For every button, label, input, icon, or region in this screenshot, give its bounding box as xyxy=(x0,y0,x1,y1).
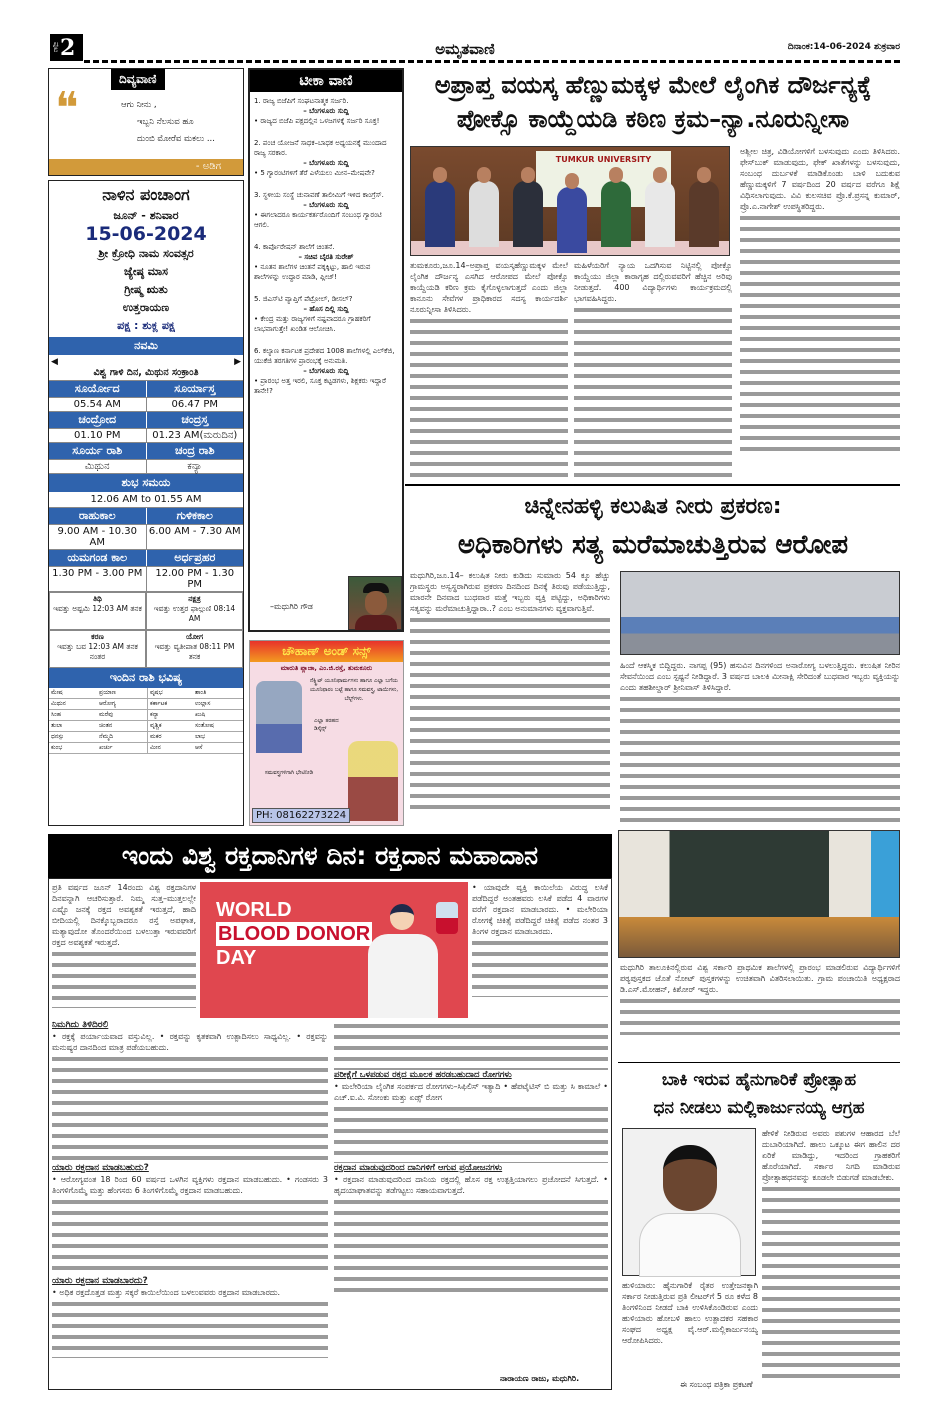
story1-headline: ಅಪ್ರಾಪ್ತ ವಯಸ್ಕ ಹೆಣ್ಣುಮಕ್ಕಳ ಮೇಲೆ ಲೈಂಗಿಕ ದೌರ್ಜನ್ಯಕ್ಕೆ ಪೋಕ್ಸೊ ಕಾಯ್ದೆಯಡಿ ಕಠಿಣ ಕ್ರಮ–ನ್ಯಾ.ನೂರುನ್ನೀಸಾ xyxy=(434,71,872,133)
panchanga-value-row xyxy=(49,525,243,550)
mallikarjunaiah-photo xyxy=(622,1128,756,1276)
rashi-row xyxy=(49,699,243,710)
story3-col1: ನಿಮಗಿದು ತಿಳಿದಿರಲಿ • ರಕ್ತಕ್ಕೆ ಪರ್ಯಾಯವಾದ ವಸ್ತುವಿಲ್ಲ. • ರಕ್ತವನ್ನು ಕೃತಕವಾಗಿ ಉತ್ಪಾದಿಸಲು ಸಾಧ್ಯವಿಲ್ಲ. • ರಕ್ತವನ್ನು ಮನುಷ್ಯರ ದಾನದಿಂದ ಮಾತ್ರ ಪಡೆಯಬಹುದು. ಯಾರು ರಕ್ತದಾನ ಮಾಡಬಹುದು? • ಆರೋಗ್ಯವಂತ 18 ರಿಂದ 60 ವರ್ಷದ ಒಳಗಿನ ವ್ಯಕ್ತಿಗಳು ರಕ್ತದಾನ ಮಾಡಬಹುದು. • ಗಂಡಸರು 3 ತಿಂಗಳಿಗೊಮ್ಮೆ ಮತ್ತು ಹೆಂಗಸರು 6 ತಿಂಗಳಿಗೊಮ್ಮೆ ರಕ್ತದಾನ ಮಾಡಬಹುದು. ಯಾರು ರಕ್ತದಾನ ಮಾಡಬಾರದು? • ಅಧಿಕ ರಕ್ತದೊತ್ತಡ ಮತ್ತು ಸಕ್ಕರೆ ಕಾಯಿಲೆಯಿಂದ ಬಳಲುವವರು ರಕ್ತದಾನ ಮಾಡಬಾರದು. xyxy=(52,1020,328,1386)
ad-shop-name: ಚೌಹಾಣ್ ಅಂಡ್ ಸನ್ಸ್ xyxy=(250,641,403,662)
panchanga-cell xyxy=(49,592,146,630)
panchanga-label: ಚಂದ್ರ ರಾಶಿ xyxy=(146,443,244,459)
panchanga-value-row xyxy=(49,460,243,474)
rashi-title: ಇಂದಿನ ರಾಶಿ ಭವಿಷ್ಯ xyxy=(49,668,243,688)
kids-image xyxy=(348,741,398,821)
blood-donor-graphic: WORLD BLOOD DONOR DAY xyxy=(200,882,468,1018)
panchanga-label: ಸೂರ್ಯೋದ xyxy=(74,382,120,395)
ad-address: ಮಾರುತಿ ಪ್ಲಾಜಾ, ಎಂ.ಜಿ.ರಸ್ತೆ, ತುಮಕೂರು xyxy=(280,664,373,672)
panchanga-cell xyxy=(146,592,243,630)
ayana: ಉತ್ತರಾಯಣ xyxy=(122,301,170,314)
rashi-cell: ಮಕರ xyxy=(147,732,195,742)
tika-item xyxy=(254,242,398,282)
panchanga-value-row xyxy=(49,429,243,443)
rashi-cell: ಕುಂಭ xyxy=(51,744,63,751)
rashi-row xyxy=(49,710,243,721)
prev-day-icon[interactable]: ◀ xyxy=(51,357,58,367)
panchanga-date: 15-06-2024 xyxy=(85,223,207,245)
uniform-ad[interactable] xyxy=(249,640,404,826)
tika-item xyxy=(254,294,398,334)
person-head xyxy=(521,167,535,183)
panchanga-label: ಸೂರ್ಯ ರಾಶಿ xyxy=(72,444,123,457)
date-line: ದಿನಾಂಕ:14-06-2024 ಶುಕ್ರವಾರ xyxy=(787,42,900,52)
cell-title: ಕರಣ xyxy=(91,632,104,641)
hospital-ward-photo xyxy=(620,571,900,655)
person-figure xyxy=(513,181,543,247)
masthead: ಅಮೃತವಾಣಿ xyxy=(435,40,495,58)
rashi-row xyxy=(49,688,243,699)
person-figure xyxy=(601,181,631,247)
story5-caption: ಹುಳಿಯಾರು: ಹೈನುಗಾರಿಕೆ ರೈತರ ಉತ್ತೇಜನಕ್ಕಾಗಿ ಸರ್ಕಾರ ನೀಡುತ್ತಿರುವ ಪ್ರತಿ ಲೀಟರ್‌ಗೆ 5 ರೂ ಕಳೆದ 8 ತಿಂಗಳಿನಿಂದ ನೀಡದೆ ಬಾಕಿ ಉಳಿಸಿಕೊಂಡಿರುವ ಎಂದು ಹುಳಿಯಾರು ಹೋಬಳಿ ಹಾಲು ಉತ್ಪಾದಕರ ಸಹಕಾರ ಸಂಘದ ಅಧ್ಯಕ್ಷ ವೈ.ಆರ್.ಮಲ್ಲಿಕಾರ್ಜುನಯ್ಯ ಆರೋಪಿಸಿದರು. xyxy=(622,1281,758,1345)
masa: ಜ್ಯೇಷ್ಠ ಮಾಸ xyxy=(123,265,168,278)
panchanga-header-row xyxy=(49,508,243,525)
story1-body: ಮಹಿಳೆಯರಿಗೆ ನ್ಯಾಯ ಒದಗಿಸುವ ನಿಟ್ಟಿನಲ್ಲಿ ಪೋಕ್ಸೊ ಕಾಯ್ದೆಯು ಜಿಲ್ಲಾ ಕಾರಾಗೃಹ ದಲ್ಲಿರುವವರಿಗೆ ಹೆಚ್ಚಿನ ಅರಿವು ನೀಡುತ್ತದೆ. 400 ವಿದ್ಯಾರ್ಥಿಗಳು ಕಾರ್ಯಕ್ರಮದಲ್ಲಿ ಭಾಗವಹಿಸಿದ್ದರು. xyxy=(574,260,732,478)
divyavani-title: ದಿವ್ಯವಾಣಿ xyxy=(111,69,165,90)
person-figure xyxy=(557,187,587,253)
person-head xyxy=(565,173,579,189)
tika-item xyxy=(254,96,398,126)
story3-col2: • ಯಾವುದೇ ವ್ಯಕ್ತಿ ಕಾಯಿಲೆಯ ವಿರುದ್ಧ ಲಸಿಕೆ ಪಡೆದಿದ್ದರೆ ಅಂತಹವರು ಲಸಿಕೆ ಪಡೆದ 4 ವಾರಗಳ ವರೆಗೆ ರಕ್ತದಾನ ಮಾಡಬಾರದು. • ಮಲೇರಿಯಾ ರೋಗಕ್ಕೆ ಚಿಕಿತ್ಸೆ ಪಡೆದಿದ್ದರೆ ಚಿಕಿತ್ಸೆ ಪಡೆದ ನಂತರ 3 ತಿಂಗಳ ರಕ್ತದಾನ ಮಾಡಬಾರದು. xyxy=(472,882,608,1014)
rashi-cell: ಶಾಂತಿ xyxy=(195,689,207,696)
panchanga-box xyxy=(48,180,244,826)
person-head xyxy=(477,167,491,183)
shubha-time: 12.06 AM to 01.55 AM xyxy=(49,492,243,508)
next-day-icon[interactable]: ▶ xyxy=(234,357,241,367)
story1-body: ಅಶ್ಲೀಲ ಚಿತ್ರ, ವಿಡಿಯೋಗಳಿಗೆ ಬಳಸುವುದು ಎಂದು ತಿಳಿಸಿದರು. ಫೇಸ್‌ಬುಕ್ ಮಾಡುವುದು, ಫೇಕ್ ಖಾತೆಗಳನ್ನು ಬಳಸುವುದು, ಸಂಬಂಧ ದುರ್ಬಳಕೆ ಮಾಡಿಕೊಂಡು ಬಾಳಿ ಬದುಕುವ ಹೆಣ್ಣುಮಕ್ಕಳಿಗೆ 7 ವರ್ಷದಿಂದ 20 ವರ್ಷದ ವರೆಗೂ ಶಿಕ್ಷೆ ವಿಧಿಸಲಾಗುವುದು. ವಿವಿ ಕುಲಸಚಿವ ಪ್ರೊ.ಕೆ.ಪ್ರಸನ್ನ ಕುಮಾರ್, ಪ್ರೊ.ಎ.ನಾಗೇಶ್ ಉಪಸ್ಥಿತರಿದ್ದರು. xyxy=(740,146,900,478)
panchanga-label: ಸೂರ್ಯಾಸ್ತ xyxy=(146,381,244,397)
ritu: ಗ್ರೀಷ್ಮ ಋತು xyxy=(124,283,168,296)
panchanga-value: 05.54 AM xyxy=(73,399,121,410)
cell-detail: ಇವತ್ತು ವ್ಯತೀಪಾತ 08:11 PM ತನಕ xyxy=(154,642,235,661)
tika-headline: 6. ಕಲ್ಯಾಣ ಕರ್ನಾಟಕ ಪ್ರದೇಶದ 1008 ಶಾಲೆಗಳಲ್ಲಿ ಎಲ್‌ಕೆಜಿ, ಯುಕೆಜಿ ತರಗತಿಗಳ ಪ್ರಾರಂಭಕ್ಕೆ ಅನುಮತಿ. xyxy=(254,347,395,365)
blood-bag-icon xyxy=(436,902,458,934)
story2-headline: ಚಿನ್ನೇನಹಳ್ಳಿ ಕಲುಷಿತ ನೀರು ಪ್ರಕರಣ: ಅಧಿಕಾರಿಗಳು ಸತ್ಯ ಮರೆಮಾಚುತ್ತಿರುವ ಆರೋಪ xyxy=(457,494,849,560)
rashi-cell: ಮೀನ xyxy=(147,743,195,753)
tika-author: –ಮಧುಗಿರಿ ಗೌಡ xyxy=(270,602,313,611)
kids-image xyxy=(256,681,302,753)
tika-item xyxy=(254,346,398,396)
panchanga-value: ಮಿಥುನ xyxy=(84,461,110,472)
rashi-cell: ಉಲ್ಲಾಸ xyxy=(195,700,211,707)
person-head xyxy=(433,167,447,183)
story1-body: ತುಮಕೂರು,ಜೂ.14–ಅಪ್ರಾಪ್ತ ವಯಸ್ಕಹೆಣ್ಣುಮಕ್ಕಳ ಮೇಲೆ ಲೈಂಗಿಕ ದೌರ್ಜನ್ಯ ಎಸಗಿದ ಆರೋಪದ ಮೇಲೆ ಪೋಕ್ಸೊ ಕಾಯ್ದೆಯಡಿ ಕಠಿಣ ಕ್ರಮ ಕೈಗೊಳ್ಳಲಾಗುತ್ತದೆ ಎಂದು ಜಿಲ್ಲಾ ಕಾನೂನು ಸೇವೆಗಳ ಪ್ರಾಧಿಕಾರದ ಸದಸ್ಯ ಕಾರ್ಯದರ್ಶಿ ನೂರುನ್ನೀಸಾ ತಿಳಿಸಿದರು. xyxy=(410,260,568,478)
panchanga-value: 1.30 PM - 3.00 PM xyxy=(52,568,143,579)
rashi-row xyxy=(49,721,243,732)
tika-item xyxy=(254,138,398,178)
rashi-cell: ಆಸೆ xyxy=(195,744,203,751)
panchanga-header-row xyxy=(49,381,243,398)
ad-text: ನೆಕ್ಸ್ಟ್ರಿಟ್ ಯೂನಿಫಾರ್ಮಗಳು ಹಾಗೂ ಎಲ್ಲಾ ಬಗೆಯ ಯೂನಿಫಾರಂ ಬಟ್ಟೆ ಹಾಗೂ ಸಮವಸ್ತ್ರ, ಟಾಯಿಗಳು, ಬೆಲ್ಟ್‌ಗಳು. xyxy=(309,678,399,702)
rashi-cell: ವೃಷಭ xyxy=(147,688,195,698)
panchanga-label: ಗುಳಿಕಕಾಲ xyxy=(146,508,244,524)
tika-headline: 5. ಜಿಎಸ್‌ಟಿ ವ್ಯಾಪ್ತಿಗೆ ಪೆಟ್ರೋಲ್, ಡೀಸಲ್? xyxy=(254,295,353,303)
tika-comment: • ನೂತನ ಶಾಲೆಗಳ ಚಿಂತನೆ ಪಕ್ಕಕ್ಕಿಟ್ಟು, ಹಾಲಿ ಇರುವ ಶಾಲೆಗಳನ್ನು ಉದ್ಧಾರ ಮಾಡಿ, ಪ್ಲೀಜ್! xyxy=(254,263,371,281)
person-figure xyxy=(425,181,455,247)
story3-intro: ಪ್ರತಿ ವರ್ಷದ ಜೂನ್ 14ರಂದು ವಿಶ್ವ ರಕ್ತದಾನಿಗಳ ದಿನವನ್ನಾಗಿ ಆಚರಿಸುತ್ತಾರೆ. ನಿಮ್ಮ ಸುತ್ತ–ಮುತ್ತಲಲ್ಲೇ ಎಷ್ಟೊ ಜನಕ್ಕೆ ರಕ್ತದ ಅವಶ್ಯಕತೆ ಇರುತ್ತದೆ, ಹಾದಿ ಬೀದಿಯಲ್ಲಿ ದಿನಕ್ಕೊಬ್ಬರಾದರೂ ರಸ್ತೆ ಅಪಘಾತ, ಮತ್ಯಾವುದೋ ತೊಂದರೆಯಿಂದ ಬಳಲುತ್ತಾ ಇರುವವರಿಗೆ ರಕ್ತದ ಅವಶ್ಯಕತೆ ಇರುತ್ತದೆ. xyxy=(52,882,196,1014)
rashi-cell: ಧನಸ್ಸು xyxy=(51,733,64,740)
cell-detail: ಇವತ್ತು ಅಷ್ಟಮಿ 12:03 AM ತನಕ xyxy=(53,604,142,613)
panchanga-value: 6.00 AM - 7.30 AM xyxy=(146,525,244,549)
panchanga-header-row xyxy=(49,550,243,567)
story2-body: ಮಧುಗಿರಿ,ಜೂ.14– ಕಲುಷಿತ ನೀರು ಕುಡಿದು ಸುಮಾರು 54 ಕ್ಕೂ ಹೆಚ್ಚು ಗ್ರಾಮಸ್ಥರು ಅಸ್ವಸ್ಥರಾಗಿರುವ ಪ್ರಕರಣ ದಿನದಿಂದ ದಿನಕ್ಕೆ ತಿರುವು ಪಡೆಯುತ್ತಿದ್ದು, ಮಾರನೇ ದಿನವಾದ ಬುಧವಾರ ಮತ್ತೆ ಇಬ್ಬರು ವ್ಯಕ್ತಿ ಪಟ್ಟಿದ್ದು, ಅಧಿಕಾರಿಗಳು ಸತ್ಯವನ್ನು ಮರೆಮಾಚುತ್ತಿದ್ದಾರಾ..? ಎಂಬ ಅನುಮಾನಗಳು ವ್ಯಕ್ತವಾಗುತ್ತಿವೆ. xyxy=(410,570,610,828)
rashi-cell: ಸಂತೋಷ xyxy=(195,722,214,729)
rashi-cell: ಮರೆವು xyxy=(99,711,114,718)
panchanga-value: ಕನ್ಯಾ xyxy=(146,460,244,473)
samvatsara: ಶ್ರೀ ಕ್ರೋಧಿ ನಾಮ ಸಂವತ್ಸರ xyxy=(98,247,194,260)
person-figure xyxy=(689,181,719,247)
panchanga-header-row xyxy=(49,443,243,460)
rashi-cell: ವೃಶ್ಚಿಕ xyxy=(147,721,195,731)
header-divider xyxy=(84,60,900,63)
cell-detail: ಇವತ್ತು ಬವ 12:03 AM ತನಕ ನಂತರ xyxy=(57,642,138,661)
tika-title: ಟೀಕಾ ವಾಣಿ xyxy=(250,70,402,92)
panchanga-label: ರಾಹುಕಾಲ xyxy=(78,509,116,522)
story3-col3: ಪರೀಕ್ಷೆಗೆ ಒಳಪಡುವ ರಕ್ತದ ಮೂಲಕ ಹರಡಬಹುದಾದ ರೋಗಗಳು • ಮಲೇರಿಯಾ ಲೈಂಗಿಕ ಸಂಪರ್ಕದ ರೋಗಗಳು–ಸಿಫಿಲಿಸ್ ಇತ್ಯಾದಿ • ಹೆಪಟೈಟಿಸ್ ಬಿ ಮತ್ತು ಸಿ ಕಾಮಾಲೆ • ಎಚ್.ಐ.ವಿ. ಸೋಂಕು ಮತ್ತು ಏಡ್ಸ್ ರೋಗ ರಕ್ತದಾನ ಮಾಡುವುದರಿಂದ ದಾನಿಗಳಿಗೆ ಆಗುವ ಪ್ರಯೋಜನಗಳು • ರಕ್ತದಾನ ಮಾಡುವುದರಿಂದ ದಾನಿಯ ರಕ್ತದಲ್ಲಿ ಹೊಸ ರಕ್ತ ಉತ್ಪತ್ತಿಯಾಗಲು ಪ್ರಚೋದನೆ ಸಿಗುತ್ತದೆ. • ಹೃದಯಾಘಾತವನ್ನು ತಡೆಗಟ್ಟಲು ಸಹಾಯವಾಗುತ್ತದೆ. xyxy=(334,1020,608,1370)
panchanga-label: ಚಂದ್ರೋದ xyxy=(78,413,117,426)
rashi-cell: ಖುಷಿ xyxy=(195,711,206,718)
panchanga-cell xyxy=(146,630,243,668)
panchanga-value: 06.47 PM xyxy=(146,398,244,411)
quote-icon: ❝ xyxy=(55,83,79,134)
quote-line: ಆಗು ನೀನು , xyxy=(121,100,157,110)
tika-comment: • 5 ಗ್ಯಾರಂಟಿಗಳಿಗೆ ತೆರೆ ಎಳೆಯಲು ಮೀನ–ಮೇಷವೇ? xyxy=(254,169,375,177)
tika-headline: 4. ಕಾರ್ಪೊರೇಷನ್ ಶಾಲೆಗೆ ಚಿಂತನೆ. xyxy=(254,243,335,251)
tika-vaani-box xyxy=(248,68,404,632)
panchanga-label: ಚಂದ್ರಸ್ತ xyxy=(146,412,244,428)
tika-source: – ಬೆಂಗಳೂರು ಸುದ್ದಿ xyxy=(303,107,349,115)
panchanga-label: ಯಮಗಂಡ ಕಾಲ xyxy=(67,551,128,564)
panchanga-value: 01.23 AM(ಮರುದಿನ) xyxy=(146,429,244,442)
divyavani-box xyxy=(48,68,244,176)
tika-source: – ಬೆಂಗಳೂರು ಸುದ್ದಿ xyxy=(303,367,349,375)
rashi-cell: ಕರ್ಕಾಟಕ xyxy=(147,699,195,709)
rashi-row xyxy=(49,743,243,754)
panchanga-value: 12.00 PM - 1.30 PM xyxy=(146,567,244,591)
ad-visit: ಸಮವಸ್ತ್ರಗಳಿಗಾಗಿ ಭೇಟಿನೀಡಿ xyxy=(264,770,314,776)
panchanga-cell xyxy=(49,630,146,668)
author-photo xyxy=(348,576,402,630)
tika-comment: • ಕೇಂದ್ರ ಮತ್ತು ರಾಜ್ಯಗಳಿಗೆ ನಷ್ಟವಾದರೂ ಗ್ರಾಹಕರಿಗೆ ಲಾಭವಾಗುತ್ತೇ! ಖಂಡಿತ ಆಲೋಚಿಸಿ. xyxy=(254,315,371,333)
tika-item xyxy=(254,190,398,230)
tika-headline: 3. ಸ್ಥಳೀಯ ಸಂಸ್ಥೆ ಚುನಾವಣೆ ತಾಲೀಮಿಗೆ ಇಳಿದ ಕಾಂಗ್ರೆಸ್. xyxy=(254,191,384,199)
tika-source: – ಹೊಸ ದಿಲ್ಲಿ ಸುದ್ದಿ xyxy=(303,305,349,313)
cell-title: ನಕ್ಷತ್ರ xyxy=(188,594,201,603)
rashi-cell: ಖರ್ಚು xyxy=(99,744,113,751)
quote-line: ಇಬ್ಬನಿ ನೆಲಸುವ ಹೂ xyxy=(137,117,194,127)
tika-comment: • ಪ್ರಾರಂಭ ಅತ್ತ ಇರಲಿ, ಸೂಕ್ತ ಕಟ್ಟಡಗಳು, ಶಿಕ್ಷಕರು ಇದ್ದಾರೆ ತಾನೇ!? xyxy=(254,377,386,395)
tika-source: – ಬೆಂಗಳೂರು ಸುದ್ದಿ xyxy=(303,201,349,209)
cell-title: ಯೋಗ xyxy=(185,632,204,641)
donor-illustration xyxy=(390,904,414,930)
rashi-cell: ಲಾಭ xyxy=(195,733,206,740)
cell-detail: ಇವತ್ತು ಉತ್ತರ ಫಾಲ್ಗುಣಿ 08:14 AM xyxy=(153,604,236,623)
photo-banner: TUMKUR UNIVERSITY xyxy=(536,151,671,207)
rashi-cell: ಪ್ರಯಾಣ xyxy=(99,689,116,696)
story5-tail: ಈ ಸಂಬಂಧ ಪತ್ರಿಕಾ ಪ್ರಕಟಣೆ xyxy=(680,1380,753,1389)
shubha-title: ಶುಭ ಸಮಯ xyxy=(49,474,243,492)
panchanga-label: ಅರ್ಧಪ್ರಹರ xyxy=(146,550,244,566)
rashi-row xyxy=(49,732,243,743)
tithi-bar: ನವಮಿ xyxy=(49,337,243,355)
rashi-cell: ತುಲಾ xyxy=(51,722,63,729)
tika-source: – ಬೆಂಗಳೂರು ಸುದ್ದಿ xyxy=(303,159,349,167)
school-book-distribution-photo xyxy=(618,830,900,958)
ad-phone: PH: 08162273224 xyxy=(252,808,350,823)
university-event-photo xyxy=(410,146,730,256)
story3-byline: ನಾರಾಯಣ ರಾಜು, ಮಧುಗಿರಿ. xyxy=(500,1374,580,1383)
rashi-cell: ಆರೋಗ್ಯ xyxy=(99,700,117,707)
tika-headline: 1. ರಾಜ್ಯ ಬಿಜೆಪಿಗೆ ಸಂಘಟನಾತ್ಮಕ ಸರ್ಜರಿ. xyxy=(254,97,349,105)
story5-headline: ಬಾಕಿ ಇರುವ ಹೈನುಗಾರಿಕೆ ಪ್ರೋತ್ಸಾಹ ಧನ ನೀಡಲು ಮಲ್ಲಿಕಾರ್ಜುನಯ್ಯ ಆಗ್ರಹ xyxy=(653,1070,865,1118)
panchanga-title: ನಾಳಿನ ಪಂಚಾಂಗ xyxy=(102,185,190,204)
quote-author: - ಅಡಿಗ xyxy=(49,159,243,175)
tika-comment: • ಈಗಲಾದರೂ ಕಾರ್ಯಕರ್ತರೊಂದಿಗೆ ಸಂಬಂಧ ಗ್ಯಾರಂಟಿ ಆಗಲಿ. xyxy=(254,211,382,229)
panchanga-day: ಜೂನ್ - ಶನಿವಾರ xyxy=(113,209,179,222)
rashi-cell: ಮಿಥುನ xyxy=(51,700,66,707)
tika-source: – ಸಚಿವ ಬೈರತಿ ಸುರೇಶ್ xyxy=(298,253,354,261)
quote-line: ದುಂಬಿ ಮೋರೆವ ಮಕಲು ... xyxy=(137,134,215,144)
page-number-box xyxy=(50,34,83,61)
rashi-cell: ಮೇಷ xyxy=(51,689,63,696)
panchanga-value-row xyxy=(49,567,243,592)
page-number: 2 xyxy=(60,34,76,61)
panchanga-value-row xyxy=(49,398,243,412)
panchanga-value: 9.00 AM - 10.30 AM xyxy=(57,526,137,548)
rashi-cell: ಸಿಂಹ xyxy=(51,711,62,718)
person-head xyxy=(697,167,711,183)
paksha: ಪಕ್ಷ : ಶುಕ್ಲ ಪಕ್ಷ xyxy=(117,319,175,332)
story5-body: ಹೇಳಿಕೆ ನೀಡಿರುವ ಅವರು ಪಶುಗಳ ಆಹಾರದ ಬೆಲೆ ದುಬಾರಿಯಾಗಿದೆ. ಹಾಲು ಒಕ್ಕೂಟ ಈಗ ಹಾಲಿನ ದರ ಏರಿಕೆ ಮಾಡಿದ್ದು, ಇದರಿಂದ ಗ್ರಾಹಕರಿಗೆ ಹೊರೆಯಾಗಿದೆ. ಸರ್ಕಾರ ನಿಗದಿ ಮಾಡಿರುವ ಪ್ರೋತ್ಸಾಹಧನವನ್ನು ಕೂಡಲೇ ಬಿಡುಗಡೆ ಮಾಡಬೇಕು. xyxy=(762,1128,900,1390)
panchanga-header-row xyxy=(49,412,243,429)
rashi-cell: ನೆಮ್ಮದಿ xyxy=(99,733,113,740)
story2-body: ಹಿಂದೆ ಆಕಸ್ಮಿಕ ಬಿದ್ದಿದ್ದರು. ನಾಗಪ್ಪ (95) ಹಸುವಿನ ದಿನಗಳಿಂದ ಅನಾರೋಗ್ಯ ಬಳಲುತ್ತಿದ್ದರು. ಕಲುಷಿತ ನೀರಿನ ಸೇವನೆಯಿಂದ ಎಂಬ ಸ್ಪಷ್ಟನೆ ನೀಡಿದ್ದಾರೆ. 3 ವರ್ಷದ ಬಾಲಕಿ ಮೀನಾಕ್ಷಿ ಸೇರಿದಂತೆ ಬುಧವಾರ ಇಬ್ಬರು ವ್ಯಕ್ತಿಯನ್ನು ಎಂದು ತಹಶೀಲ್ದಾರ್ ಶ್ರೀನಿವಾಸ್ ತಿಳಿಸಿದ್ದಾರೆ. xyxy=(620,660,900,828)
story3-headline: ಇಂದು ವಿಶ್ವ ರಕ್ತದಾನಿಗಳ ದಿನ: ರಕ್ತದಾನ ಮಹಾದಾನ xyxy=(48,834,612,878)
page-label: ಪುಟ xyxy=(52,42,60,53)
tika-headline: 2. ಪಂಚ ಯೋಜನೆ ಸಾಧಕ–ಬಾಧಕ ಅಧ್ಯಯನಕ್ಕೆ ಮುಂದಾದ ರಾಜ್ಯ ಸರಕಾರ. xyxy=(254,139,387,157)
person-figure xyxy=(469,181,499,247)
person-figure xyxy=(645,181,675,247)
rashi-cell: ಚಿಂತನ xyxy=(99,722,113,729)
rashi-cell: ಕನ್ಯಾ xyxy=(147,710,195,720)
person-head xyxy=(653,167,667,183)
person-head xyxy=(609,167,623,183)
cell-title: ತಿಥಿ xyxy=(93,594,102,603)
panchanga-value: 01.10 PM xyxy=(74,430,121,441)
ad-extra: ಎಲ್ಲಾ ತರಹದ ಡಿಸೈನ್ಸ್ xyxy=(314,718,339,732)
tika-comment: • ರಾಜ್ಯದ ಬಿಜೆಪಿ ಪಕ್ಷದಲ್ಲಿನ ಒಳಜಗಳಕ್ಕೆ ಸರ್ಜರಿ ಸೂಕ್ತ! xyxy=(254,117,380,125)
story4-caption: ಮಧುಗಿರಿ ತಾಲೂಕಿನಲ್ಲಿರುವ ವಿಶ್ವ ಸರ್ಕಾರಿ ಪ್ರಾಥಮಿಕ ಶಾಲೆಗಳಲ್ಲಿ ಪ್ರಾರಂಭ ಮಾಡಲಿರುವ ವಿದ್ಯಾರ್ಥಿಗಳಿಗೆ ಪಠ್ಯಪುಸ್ತಕದ ಜೊತೆ ನೋಟ್ ಪುಸ್ತಕಗಳನ್ನು ಉಚಿತವಾಗಿ ವಿತರಿಸಲಾಯಿತು. ಗ್ರಾಮ ಪಂಚಾಯಿತಿ ಅಧ್ಯಕ್ಷರಾದ ಡಿ.ಎಸ್.ಮೋಹನ್, ಕಿಶೋರ್ ಇದ್ದರು. xyxy=(620,962,900,1060)
special-day: ವಿಶ್ವ ಗಾಳಿ ದಿನ, ಮಿಥುನ ಸಂಕ್ರಾಂತಿ xyxy=(49,367,243,381)
